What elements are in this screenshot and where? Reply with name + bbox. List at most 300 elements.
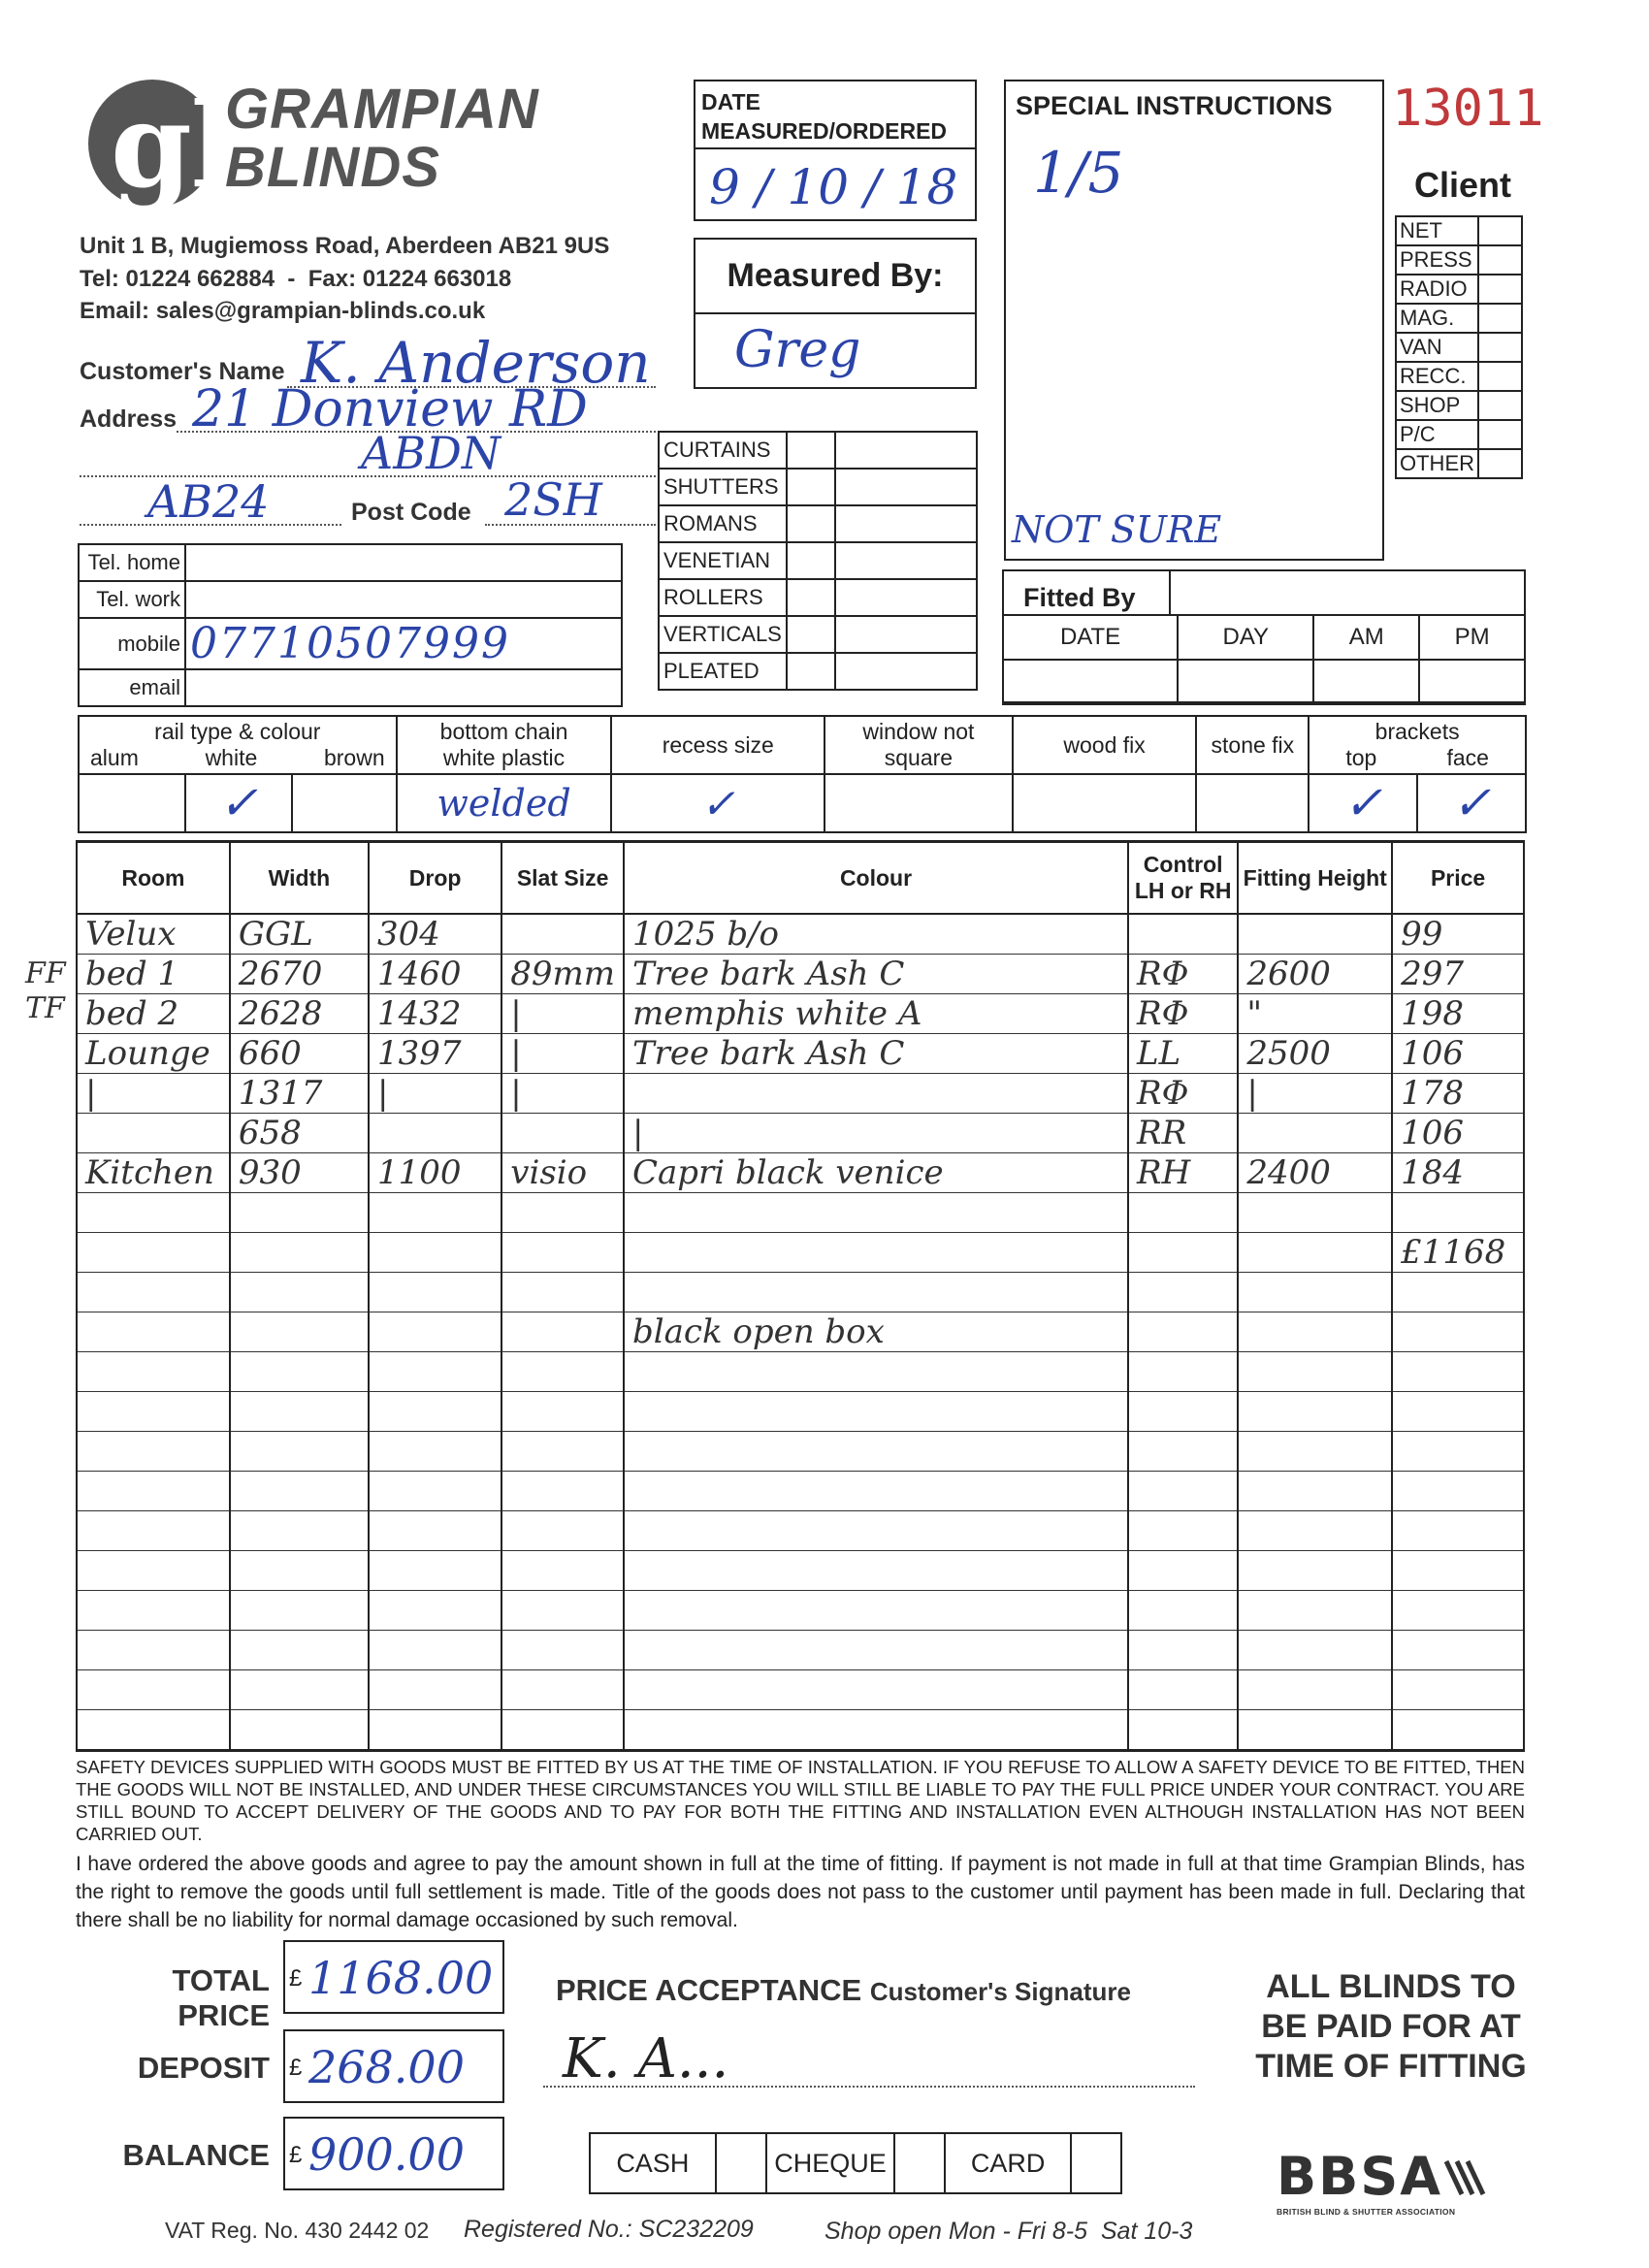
table-cell[interactable] — [501, 1472, 624, 1511]
fitted-value-cell[interactable] — [1313, 660, 1419, 702]
table-cell[interactable] — [77, 1114, 230, 1153]
table-cell[interactable] — [1128, 1551, 1238, 1591]
table-row — [77, 914, 1524, 955]
table-cell[interactable]: 184 — [1392, 1153, 1524, 1193]
table-cell[interactable] — [1392, 1193, 1524, 1233]
table-row — [77, 1631, 1524, 1670]
table-cell[interactable]: | — [77, 1074, 230, 1114]
balance-value: 900.00 — [308, 2128, 465, 2181]
table-cell[interactable]: " — [1238, 994, 1392, 1034]
window-not-square-header: window not square — [824, 716, 1013, 774]
table-cell[interactable]: 106 — [1392, 1114, 1524, 1153]
total-price-box: £ 1168.00 — [283, 1940, 504, 2014]
payment-cash-checkbox[interactable] — [716, 2133, 766, 2193]
brown-cell[interactable] — [292, 774, 397, 832]
table-row — [77, 1312, 1524, 1352]
table-cell[interactable] — [1128, 1193, 1238, 1233]
column-header: Drop — [369, 842, 501, 915]
table-cell[interactable] — [230, 1511, 369, 1551]
table-cell[interactable] — [501, 1233, 624, 1273]
table-row — [77, 1432, 1524, 1472]
safety-terms: SAFETY DEVICES SUPPLIED WITH GOODS MUST BE FITTED BY US AT THE TIME OF INSTALLATION. IF YOU REFUSE TO ALLOW A SAFETY DEVICE TO BE FITTED, THEN THE GOODS WILL NOT BE INSTALLED, AND UNDER THESE CIRCUMSTANCES YOU WILL STILL BE LIABLE TO PAY THE FULL PRICE UNDER YOUR CONTRACT. YOU ARE STILL BOUND TO ACCEPT DELIVERY OF THE GOODS AND TO PAY FOR BOTH THE FITTING AND INSTALLATION EVEN ALTHOUGH INSTALLATION HAS NOT BEEN CARRIED OUT. — [76, 1757, 1525, 1844]
product-notes-cell[interactable] — [835, 542, 977, 579]
product-qty-cell[interactable] — [787, 505, 835, 542]
table-cell[interactable]: 2600 — [1238, 955, 1392, 994]
special-instructions-box — [1004, 80, 1384, 561]
deposit-label: DEPOSIT — [137, 2051, 270, 2085]
table-cell[interactable]: bed 2 — [77, 994, 230, 1034]
column-header: Fitting Height — [1238, 842, 1392, 915]
table-cell[interactable] — [369, 1193, 501, 1233]
client-option-row — [1396, 333, 1522, 362]
table-cell[interactable] — [1128, 1631, 1238, 1670]
table-cell[interactable]: 1460 — [369, 955, 501, 994]
client-option-checkbox[interactable] — [1478, 362, 1522, 391]
payment-card-checkbox[interactable] — [1071, 2133, 1121, 2193]
address-label: Address — [80, 405, 178, 433]
table-cell[interactable] — [369, 1273, 501, 1312]
special-instructions-note: NOT SURE — [1012, 508, 1222, 551]
customer-name-value: K. Anderson — [301, 330, 651, 396]
table-cell[interactable]: 89mm — [501, 955, 624, 994]
table-row — [77, 1034, 1524, 1074]
table-cell[interactable]: 660 — [230, 1034, 369, 1074]
table-cell[interactable]: 1100 — [369, 1153, 501, 1193]
contact-label: email — [79, 669, 185, 706]
table-cell[interactable] — [1392, 1631, 1524, 1670]
table-cell[interactable] — [369, 1114, 501, 1153]
table-cell[interactable]: 1432 — [369, 994, 501, 1034]
table-cell[interactable] — [624, 1551, 1128, 1591]
table-cell[interactable] — [369, 1511, 501, 1551]
column-header: Price — [1392, 842, 1524, 915]
table-cell[interactable] — [1238, 1392, 1392, 1432]
table-cell[interactable] — [1128, 1472, 1238, 1511]
table-cell[interactable] — [501, 1511, 624, 1551]
product-notes-cell[interactable] — [835, 505, 977, 542]
table-cell[interactable]: 99 — [1392, 914, 1524, 955]
table-cell[interactable] — [501, 1591, 624, 1631]
product-row — [659, 432, 977, 469]
client-option-row — [1396, 391, 1522, 420]
company-phone: Tel: 01224 662884 - Fax: 01224 663018 — [80, 266, 512, 292]
table-row — [77, 1153, 1524, 1193]
table-cell[interactable] — [1128, 1392, 1238, 1432]
table-cell[interactable] — [1128, 1432, 1238, 1472]
contact-value[interactable] — [185, 669, 622, 706]
table-cell[interactable] — [501, 1114, 624, 1153]
pay-at-fitting-notice: ALL BLINDS TO BE PAID FOR AT TIME OF FITTING — [1255, 1968, 1527, 2085]
table-cell[interactable] — [624, 1352, 1128, 1392]
table-cell[interactable]: Velux — [77, 914, 230, 955]
table-cell[interactable] — [1238, 1312, 1392, 1352]
table-cell[interactable] — [1238, 1710, 1392, 1751]
spec-table — [78, 715, 1527, 833]
contact-value[interactable] — [185, 544, 622, 581]
table-cell[interactable] — [1392, 1312, 1524, 1352]
table-cell[interactable] — [369, 1233, 501, 1273]
client-option-checkbox[interactable] — [1478, 216, 1522, 245]
table-row — [77, 1074, 1524, 1114]
table-cell[interactable]: | — [501, 994, 624, 1034]
table-cell[interactable]: 198 — [1392, 994, 1524, 1034]
client-option-row — [1396, 362, 1522, 391]
table-cell[interactable] — [624, 1631, 1128, 1670]
table-cell[interactable]: LL — [1128, 1034, 1238, 1074]
product-qty-cell[interactable] — [787, 653, 835, 690]
table-cell[interactable] — [624, 1472, 1128, 1511]
table-cell[interactable] — [77, 1551, 230, 1591]
table-cell[interactable] — [1238, 1193, 1392, 1233]
table-cell[interactable] — [230, 1233, 369, 1273]
recess-size-tick[interactable]: ✓ — [611, 774, 824, 832]
table-cell[interactable] — [230, 1551, 369, 1591]
table-cell[interactable] — [77, 1312, 230, 1352]
table-cell[interactable]: memphis white A — [624, 994, 1128, 1034]
table-cell[interactable] — [369, 1670, 501, 1710]
table-cell[interactable] — [230, 1670, 369, 1710]
table-cell[interactable] — [1238, 1472, 1392, 1511]
product-notes-cell[interactable] — [835, 653, 977, 690]
special-instructions-label: SPECIAL INSTRUCTIONS — [1016, 91, 1333, 120]
table-cell[interactable]: £1168 — [1392, 1233, 1524, 1273]
table-cell[interactable]: 2628 — [230, 994, 369, 1034]
table-cell[interactable]: Capri black venice — [624, 1153, 1128, 1193]
client-option-checkbox[interactable] — [1478, 333, 1522, 362]
client-option-checkbox[interactable] — [1478, 449, 1522, 478]
table-cell[interactable] — [1238, 1114, 1392, 1153]
payment-cheque-label: CHEQUE — [766, 2133, 895, 2193]
table-cell[interactable] — [624, 1432, 1128, 1472]
client-option-checkbox[interactable] — [1478, 275, 1522, 304]
table-cell[interactable]: black open box — [624, 1312, 1128, 1352]
column-header: Width — [230, 842, 369, 915]
table-cell[interactable] — [369, 1710, 501, 1751]
stone-fix-cell[interactable] — [1196, 774, 1309, 832]
product-label: ROMANS — [659, 505, 787, 542]
table-cell[interactable]: 1317 — [230, 1074, 369, 1114]
table-cell[interactable] — [501, 1432, 624, 1472]
table-cell[interactable] — [624, 1193, 1128, 1233]
table-cell[interactable] — [501, 1193, 624, 1233]
table-cell[interactable] — [1238, 1551, 1392, 1591]
table-cell[interactable] — [1392, 1551, 1524, 1591]
table-cell[interactable] — [1128, 1511, 1238, 1551]
table-cell[interactable] — [230, 1631, 369, 1670]
customer-signature: K. A... — [563, 2027, 729, 2090]
table-cell[interactable] — [1128, 1591, 1238, 1631]
column-header: Room — [77, 842, 230, 915]
table-cell[interactable] — [77, 1591, 230, 1631]
wood-fix-cell[interactable] — [1013, 774, 1197, 832]
balance-label: BALANCE — [122, 2138, 270, 2172]
table-cell[interactable] — [1128, 1670, 1238, 1710]
table-cell[interactable] — [1128, 1312, 1238, 1352]
table-cell[interactable] — [77, 1670, 230, 1710]
date-measured-value: 9 / 10 / 18 — [709, 159, 958, 215]
table-cell[interactable]: 1025 b/o — [624, 914, 1128, 955]
table-cell[interactable]: RΦ — [1128, 994, 1238, 1034]
table-cell[interactable]: 304 — [369, 914, 501, 955]
table-cell[interactable]: 2500 — [1238, 1034, 1392, 1074]
table-cell[interactable]: | — [624, 1114, 1128, 1153]
price-acceptance-title: PRICE ACCEPTANCE Customer's Signature — [556, 1973, 1131, 2007]
fitted-col-day: DAY — [1178, 615, 1313, 660]
table-cell[interactable]: RR — [1128, 1114, 1238, 1153]
registered-number: Registered No.: SC232209 — [464, 2216, 754, 2243]
table-cell[interactable] — [230, 1472, 369, 1511]
table-cell[interactable] — [77, 1511, 230, 1551]
table-cell[interactable] — [230, 1352, 369, 1392]
table-cell[interactable] — [369, 1352, 501, 1392]
postcode-label: Post Code — [351, 499, 471, 526]
customer-name-label: Customer's Name — [80, 358, 285, 385]
alum-cell[interactable] — [79, 774, 185, 832]
table-row — [77, 955, 1524, 994]
table-cell[interactable] — [230, 1432, 369, 1472]
product-qty-cell[interactable] — [787, 616, 835, 653]
table-cell[interactable] — [230, 1193, 369, 1233]
client-option-row — [1396, 245, 1522, 275]
table-cell[interactable] — [1238, 1273, 1392, 1312]
fitted-col-pm: PM — [1419, 615, 1525, 660]
table-cell[interactable] — [1392, 1591, 1524, 1631]
table-row — [77, 1273, 1524, 1312]
brackets-face-tick[interactable]: ✓ — [1417, 774, 1526, 832]
table-row — [77, 994, 1524, 1034]
table-cell[interactable] — [1238, 914, 1392, 955]
table-cell[interactable] — [1392, 1511, 1524, 1551]
table-cell[interactable] — [369, 1472, 501, 1511]
margin-note-ff: FF — [25, 956, 66, 990]
table-row — [77, 1591, 1524, 1631]
table-cell[interactable] — [624, 1591, 1128, 1631]
table-cell[interactable] — [501, 1273, 624, 1312]
address-line1: 21 Donview RD — [192, 380, 588, 438]
table-cell[interactable]: 178 — [1392, 1074, 1524, 1114]
date-measured-box — [694, 80, 977, 221]
brackets-face-label: face — [1446, 745, 1489, 770]
table-cell[interactable] — [369, 1312, 501, 1352]
alum-label: alum — [90, 745, 139, 770]
contact-row — [79, 544, 622, 581]
table-cell[interactable] — [624, 1392, 1128, 1432]
product-type-table — [658, 431, 978, 691]
table-row — [77, 1193, 1524, 1233]
recess-size-header: recess size — [611, 716, 824, 774]
client-option-label: RECC. — [1396, 362, 1478, 391]
product-qty-cell[interactable] — [787, 432, 835, 469]
table-cell[interactable] — [1238, 1631, 1392, 1670]
table-cell[interactable]: RΦ — [1128, 955, 1238, 994]
client-option-row — [1396, 449, 1522, 478]
address-line3: AB24 — [147, 475, 270, 528]
white-label: white — [205, 745, 258, 770]
table-cell[interactable] — [369, 1392, 501, 1432]
table-cell[interactable]: | — [1238, 1074, 1392, 1114]
table-cell[interactable] — [77, 1193, 230, 1233]
payment-methods — [589, 2132, 1122, 2194]
table-cell[interactable] — [77, 1710, 230, 1751]
table-cell[interactable] — [1238, 1670, 1392, 1710]
deposit-box: £ 268.00 — [283, 2029, 504, 2103]
table-cell[interactable] — [1392, 1352, 1524, 1392]
client-option-row — [1396, 420, 1522, 449]
table-cell[interactable] — [1238, 1511, 1392, 1551]
client-option-checkbox[interactable] — [1478, 420, 1522, 449]
bbsa-logo: BBSA BRITISH BLIND & SHUTTER ASSOCIATION — [1277, 2146, 1509, 2217]
payment-cash-label: CASH — [590, 2133, 716, 2193]
client-option-label: RADIO — [1396, 275, 1478, 304]
table-cell[interactable] — [501, 1670, 624, 1710]
brackets-top-tick[interactable]: ✓ — [1309, 774, 1417, 832]
total-price-value: 1168.00 — [308, 1952, 494, 2004]
table-cell[interactable]: 106 — [1392, 1034, 1524, 1074]
table-cell[interactable] — [1392, 1710, 1524, 1751]
product-notes-cell[interactable] — [835, 469, 977, 505]
table-cell[interactable] — [230, 1591, 369, 1631]
product-notes-cell[interactable] — [835, 616, 977, 653]
table-cell[interactable] — [1238, 1233, 1392, 1273]
table-cell[interactable] — [624, 1233, 1128, 1273]
company-address: Unit 1 B, Mugiemoss Road, Aberdeen AB21 9US — [80, 233, 610, 259]
contact-value[interactable]: 07710507999 — [185, 618, 622, 669]
table-cell[interactable] — [1128, 1710, 1238, 1751]
table-cell[interactable] — [1392, 1432, 1524, 1472]
table-cell[interactable] — [1392, 1392, 1524, 1432]
contact-value[interactable] — [185, 581, 622, 618]
table-cell[interactable] — [77, 1472, 230, 1511]
table-cell[interactable]: 658 — [230, 1114, 369, 1153]
table-cell[interactable] — [1238, 1432, 1392, 1472]
table-cell[interactable] — [230, 1312, 369, 1352]
product-qty-cell[interactable] — [787, 542, 835, 579]
postcode-value: 2SH — [504, 473, 602, 526]
product-label: CURTAINS — [659, 432, 787, 469]
table-cell[interactable] — [501, 1710, 624, 1751]
deposit-value: 268.00 — [308, 2041, 465, 2093]
client-option-checkbox[interactable] — [1478, 304, 1522, 333]
column-header: Control LH or RH — [1128, 842, 1238, 915]
table-cell[interactable]: | — [501, 1074, 624, 1114]
table-row — [77, 1670, 1524, 1710]
table-cell[interactable] — [624, 1670, 1128, 1710]
table-cell[interactable] — [1238, 1352, 1392, 1392]
client-option-label: OTHER — [1396, 449, 1478, 478]
table-cell[interactable] — [624, 1074, 1128, 1114]
table-cell[interactable] — [77, 1392, 230, 1432]
table-cell[interactable]: | — [501, 1034, 624, 1074]
rail-type-header: rail type & colour alum white brown — [79, 716, 397, 774]
fitted-value-cell[interactable] — [1419, 660, 1525, 702]
column-header: Slat Size — [501, 842, 624, 915]
table-cell[interactable] — [1238, 1591, 1392, 1631]
table-cell[interactable]: 930 — [230, 1153, 369, 1193]
client-option-row — [1396, 304, 1522, 333]
table-cell[interactable] — [1128, 914, 1238, 955]
product-label: VERTICALS — [659, 616, 787, 653]
fitted-by-label: Fitted By — [1023, 583, 1136, 612]
table-cell[interactable] — [77, 1233, 230, 1273]
table-row — [77, 1551, 1524, 1591]
product-notes-cell[interactable] — [835, 579, 977, 616]
table-cell[interactable]: bed 1 — [77, 955, 230, 994]
table-cell[interactable] — [624, 1511, 1128, 1551]
table-cell[interactable] — [624, 1710, 1128, 1751]
table-cell[interactable] — [501, 914, 624, 955]
window-not-square-cell[interactable] — [824, 774, 1013, 832]
table-cell[interactable]: Tree bark Ash C — [624, 955, 1128, 994]
table-cell[interactable] — [501, 1312, 624, 1352]
table-row — [77, 1352, 1524, 1392]
total-price-label: TOTAL PRICE — [172, 1963, 270, 2032]
table-cell[interactable]: 2400 — [1238, 1153, 1392, 1193]
table-cell[interactable] — [501, 1551, 624, 1591]
table-cell[interactable] — [369, 1591, 501, 1631]
product-row — [659, 542, 977, 579]
table-cell[interactable] — [1392, 1670, 1524, 1710]
table-cell[interactable] — [501, 1631, 624, 1670]
product-notes-cell[interactable] — [835, 432, 977, 469]
bbsa-caption: BRITISH BLIND & SHUTTER ASSOCIATION — [1277, 2207, 1456, 2217]
product-qty-cell[interactable] — [787, 469, 835, 505]
table-cell[interactable]: Tree bark Ash C — [624, 1034, 1128, 1074]
table-cell[interactable] — [230, 1273, 369, 1312]
table-cell[interactable] — [369, 1551, 501, 1591]
table-cell[interactable] — [501, 1392, 624, 1432]
table-cell[interactable] — [1392, 1273, 1524, 1312]
table-cell[interactable] — [230, 1710, 369, 1751]
table-cell[interactable] — [77, 1273, 230, 1312]
client-option-checkbox[interactable] — [1478, 245, 1522, 275]
fitted-value-cell[interactable] — [1003, 660, 1178, 702]
brackets-header: brackets top face — [1309, 716, 1526, 774]
table-cell[interactable]: Lounge — [77, 1034, 230, 1074]
product-qty-cell[interactable] — [787, 579, 835, 616]
table-cell[interactable]: 2670 — [230, 955, 369, 994]
table-cell[interactable] — [77, 1352, 230, 1392]
fitted-value-cell[interactable] — [1178, 660, 1313, 702]
table-cell[interactable] — [1392, 1472, 1524, 1511]
table-cell[interactable]: Kitchen — [77, 1153, 230, 1193]
table-cell[interactable] — [369, 1631, 501, 1670]
client-option-checkbox[interactable] — [1478, 391, 1522, 420]
table-cell[interactable]: GGL — [230, 914, 369, 955]
table-cell[interactable] — [624, 1273, 1128, 1312]
table-cell[interactable]: RH — [1128, 1153, 1238, 1193]
client-option-label: PRESS — [1396, 245, 1478, 275]
table-cell[interactable] — [369, 1432, 501, 1472]
payment-cheque-checkbox[interactable] — [894, 2133, 945, 2193]
table-cell[interactable] — [77, 1631, 230, 1670]
white-tick[interactable]: ✓ — [185, 774, 292, 832]
table-cell[interactable]: visio — [501, 1153, 624, 1193]
table-cell[interactable] — [1128, 1352, 1238, 1392]
table-cell[interactable]: 297 — [1392, 955, 1524, 994]
table-cell[interactable] — [501, 1352, 624, 1392]
table-cell[interactable]: | — [369, 1074, 501, 1114]
bottom-chain-welded[interactable]: welded — [397, 774, 612, 832]
table-row — [77, 1114, 1524, 1153]
table-cell[interactable] — [77, 1432, 230, 1472]
table-cell[interactable] — [1128, 1233, 1238, 1273]
table-cell[interactable]: RΦ — [1128, 1074, 1238, 1114]
table-cell[interactable] — [1128, 1273, 1238, 1312]
table-cell[interactable] — [230, 1392, 369, 1432]
table-cell[interactable]: 1397 — [369, 1034, 501, 1074]
company-name-line2: BLINDS — [225, 136, 440, 199]
fitted-by-box — [1002, 569, 1526, 705]
